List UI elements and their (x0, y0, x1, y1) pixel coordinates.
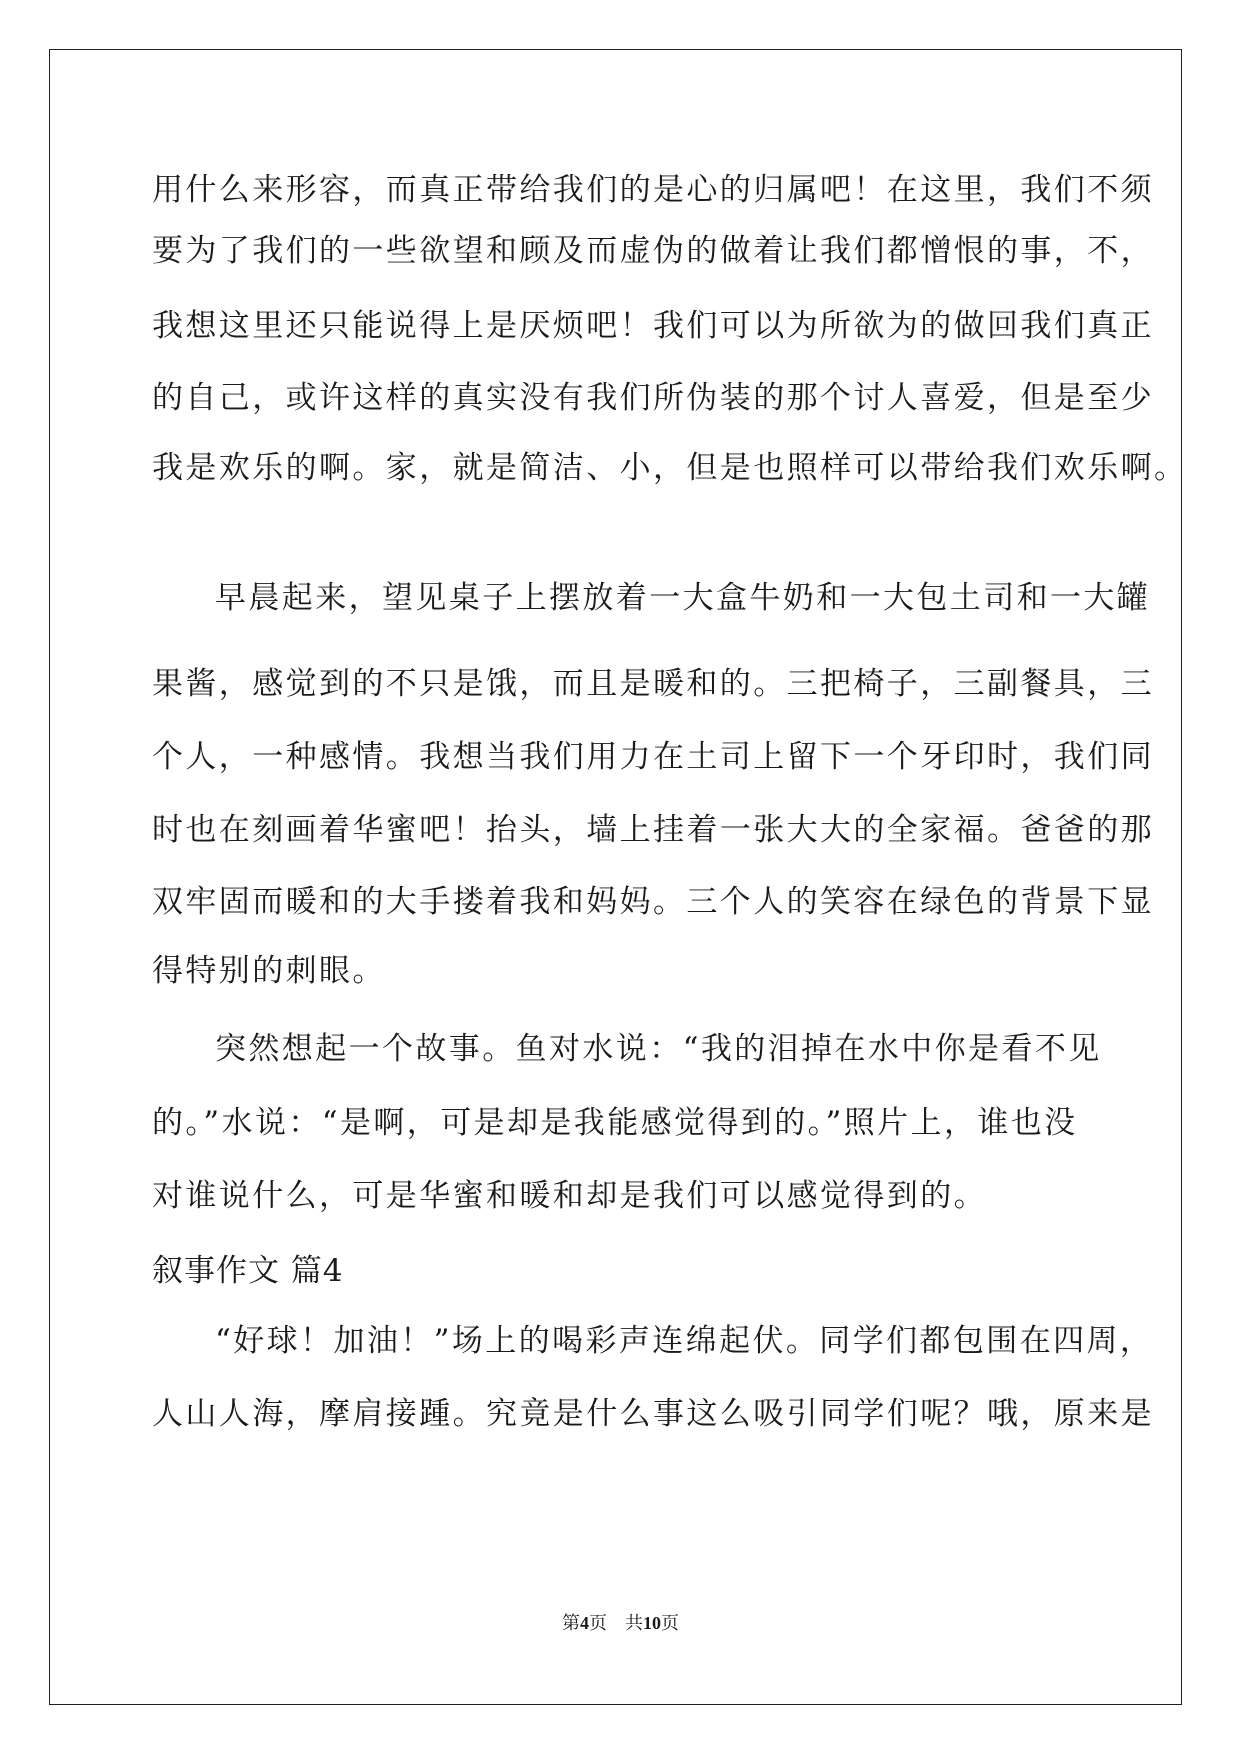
section-heading: 叙事作文 篇4 (152, 1253, 344, 1289)
paragraph-line: 突然想起一个故事。鱼对水说：“我的泪掉在水中你是看不见 (215, 1031, 1102, 1067)
footer-mid: 页 共 (589, 1613, 643, 1634)
paragraph-line: 得特别的刺眼。 (152, 953, 386, 989)
paragraph-line: 的。”水说：“是啊，可是却是我能感觉得到的。”照片上，谁也没 (152, 1105, 1078, 1141)
paragraph-line: 要为了我们的一些欲望和顾及而虚伪的做着让我们都憎恨的事，不， (152, 233, 1154, 269)
paragraph-line: 我是欢乐的啊。家，就是简洁、小，但是也照样可以带给我们欢乐啊。 (152, 450, 1188, 486)
paragraph-line: 时也在刻画着华蜜吧！抬头，墙上挂着一张大大的全家福。爸爸的那 (152, 812, 1154, 848)
paragraph-line: 对谁说什么，可是华蜜和暖和却是我们可以感觉得到的。 (152, 1178, 987, 1214)
paragraph-line: 早晨起来，望见桌子上摆放着一大盒牛奶和一大包土司和一大罐 (215, 580, 1151, 616)
footer-prefix: 第 (562, 1613, 580, 1634)
page-number-footer (0, 1609, 1241, 1635)
paragraph-line: 人山人海，摩肩接踵。究竟是什么事这么吸引同学们呢？哦，原来是 (152, 1396, 1154, 1432)
paragraph-line: 用什么来形容，而真正带给我们的是心的归属吧！在这里，我们不须 (152, 172, 1154, 208)
footer-suffix: 页 (661, 1613, 679, 1634)
paragraph-line: 果酱，感觉到的不只是饿，而且是暖和的。三把椅子，三副餐具，三 (152, 666, 1154, 702)
page-border (49, 49, 1182, 1705)
current-page-number: 4 (580, 1613, 589, 1633)
paragraph-line: “好球！加油！”场上的喝彩声连绵起伏。同学们都包围在四周， (215, 1323, 1154, 1359)
total-page-number: 10 (643, 1613, 661, 1633)
paragraph-line: 个人，一种感情。我想当我们用力在土司上留下一个牙印时，我们同 (152, 739, 1154, 775)
paragraph-line: 双牢固而暖和的大手搂着我和妈妈。三个人的笑容在绿色的背景下显 (152, 884, 1154, 920)
paragraph-line: 我想这里还只能说得上是厌烦吧！我们可以为所欲为的做回我们真正 (152, 308, 1154, 344)
paragraph-line: 的自己，或许这样的真实没有我们所伪装的那个讨人喜爱，但是至少 (152, 380, 1154, 416)
